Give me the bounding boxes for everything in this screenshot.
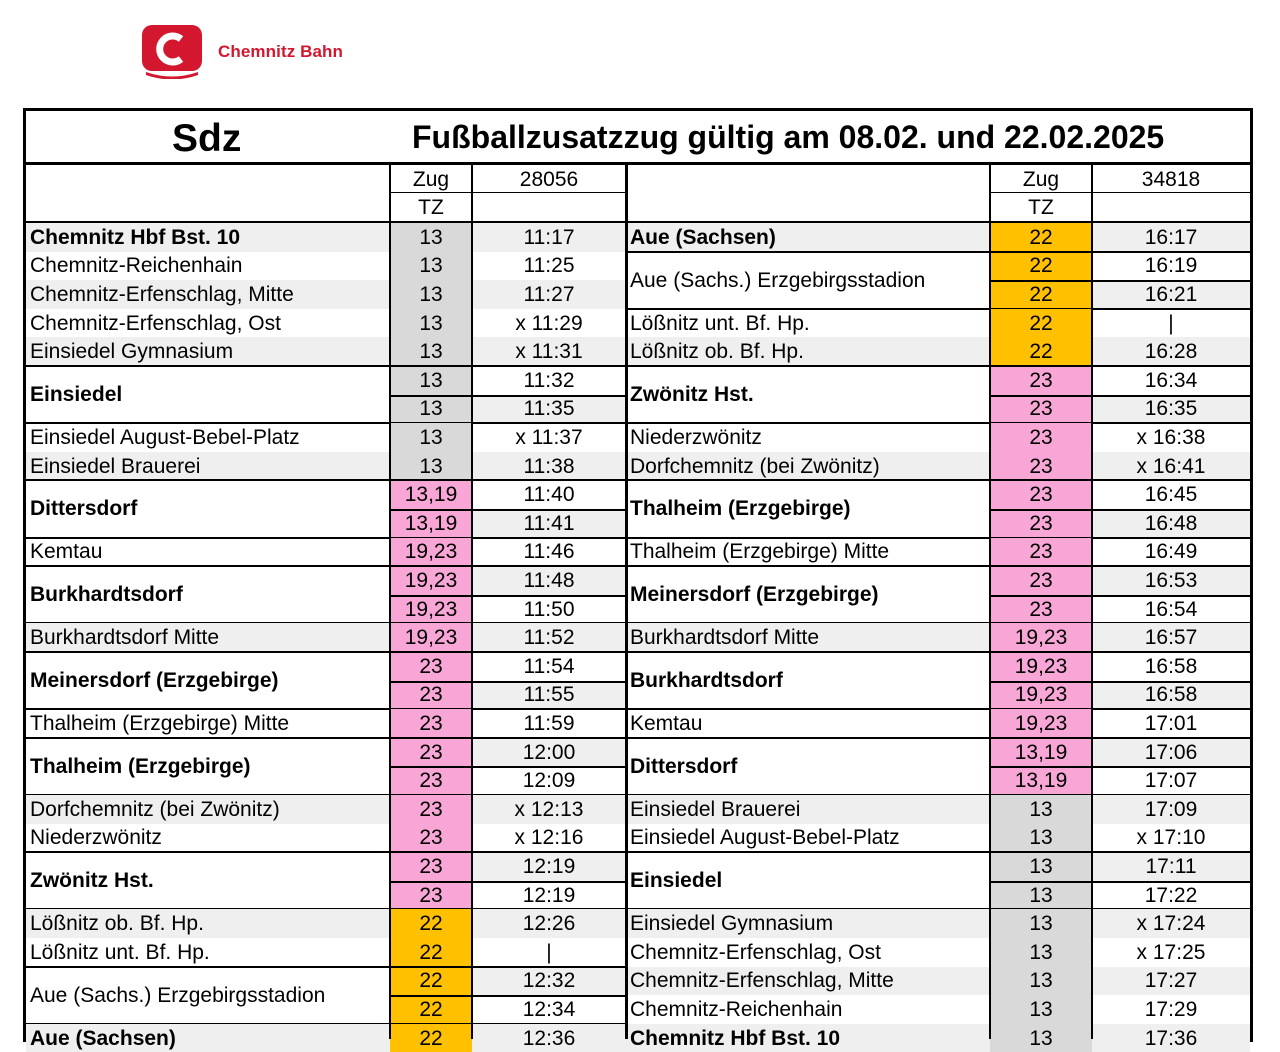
departure-time: 11:54 (523, 654, 575, 678)
tz-cell: 23 (390, 824, 472, 853)
arr-dep-divider (990, 595, 1250, 597)
departure-time: 11:27 (472, 280, 626, 309)
tz-cell: 22 (390, 995, 472, 1024)
departure-time: 11:50 (523, 597, 575, 621)
tz-cell: 19,23 (390, 595, 472, 624)
departure-time: 17:11 (1092, 852, 1250, 881)
departure-time: x 11:29 (515, 311, 583, 335)
station-name: Lößnitz unt. Bf. Hp. (630, 311, 810, 335)
tz-cell: 13 (390, 366, 472, 395)
tz-cell: 19,23 (390, 538, 472, 567)
column-divider (989, 165, 991, 1039)
station-name: Chemnitz-Erfenschlag, Ost (30, 311, 281, 335)
arr-dep-divider (390, 881, 626, 883)
station-name: Thalheim (Erzgebirge) Mitte (630, 540, 890, 564)
station-name: Dorfchemnitz (bei Zwönitz) (626, 452, 990, 481)
departure-time: 12:26 (472, 909, 626, 938)
departure-time: 16:54 (1144, 597, 1198, 621)
station-name: Einsiedel Brauerei (26, 452, 390, 481)
departure-time: 12:34 (522, 997, 576, 1021)
departure-time: 12:09 (522, 769, 576, 793)
departure-time: x 12:16 (514, 826, 584, 850)
departure-time: 16:58 (1092, 681, 1250, 710)
station-name: Aue (Sachs.) Erzgebirgsstadion (630, 268, 926, 292)
tz-cell: 23 (990, 509, 1092, 538)
station-name: Zwönitz Hst. (30, 869, 154, 893)
tz-cell: 13 (390, 280, 472, 309)
departure-time: 16:35 (1092, 395, 1250, 424)
arr-dep-divider (390, 766, 626, 768)
tz-cell: 23 (390, 852, 472, 881)
station-group-divider (626, 251, 1250, 253)
tz-cell: 13 (990, 938, 1092, 967)
station-name: Aue (Sachsen) (26, 1024, 390, 1052)
left-header-divider (390, 192, 626, 193)
tz-cell: 19,23 (990, 681, 1092, 710)
arr-dep-divider (990, 280, 1250, 282)
station-name: Einsiedel Gymnasium (626, 909, 990, 938)
departure-time: x 16:41 (1092, 452, 1250, 481)
station-group-divider (626, 651, 1250, 653)
arr-dep-divider (990, 509, 1250, 511)
tz-cell: 19,23 (990, 623, 1092, 652)
station-group-divider (626, 737, 1250, 739)
departure-time: 17:27 (1092, 967, 1250, 996)
departure-time: 11:41 (472, 509, 626, 538)
station-name: Chemnitz Hbf Bst. 10 (26, 223, 390, 252)
departure-time: 11:38 (472, 452, 626, 481)
departure-time: 17:07 (1144, 769, 1198, 793)
departure-time: 17:09 (1092, 795, 1250, 824)
departure-time: 16:19 (1144, 254, 1198, 278)
tz-cell: 13 (390, 252, 472, 281)
station-group-divider (626, 365, 1250, 367)
departure-time: 11:25 (523, 254, 575, 278)
station-group-divider (26, 565, 626, 567)
station-name: Dittersdorf (30, 497, 138, 521)
departure-time: | (1168, 311, 1174, 335)
tz-cell: 19,23 (990, 652, 1092, 681)
departure-time: 16:48 (1092, 509, 1250, 538)
station-name: Burkhardtsdorf (30, 583, 183, 607)
tz-cell: 13 (390, 337, 472, 366)
station-name: Einsiedel (30, 383, 123, 407)
station-name: Aue (Sachs.) Erzgebirgsstadion (30, 983, 326, 1007)
station-name: Meinersdorf (Erzgebirge) (30, 669, 279, 693)
tz-cell: 23 (990, 452, 1092, 481)
departure-time: 16:21 (1092, 280, 1250, 309)
station-name: Burkhardtsdorf Mitte (26, 623, 390, 652)
station-name: Lößnitz ob. Bf. Hp. (26, 909, 390, 938)
tz-cell: 23 (390, 681, 472, 710)
station-name: Zwönitz Hst. (630, 383, 754, 407)
tz-cell: 13 (990, 881, 1092, 910)
departure-time: 16:34 (1144, 368, 1198, 392)
timetable-title: Fußballzusatzzug gültig am 08.02. und 22.02.2025 (412, 119, 1165, 155)
arr-dep-divider (390, 509, 626, 511)
tz-cell: 22 (990, 337, 1092, 366)
station-name: Dorfchemnitz (bei Zwönitz) (26, 795, 390, 824)
tz-cell: 22 (390, 1024, 472, 1052)
departure-time: 16:53 (1092, 566, 1250, 595)
station-group-divider (626, 479, 1250, 481)
departure-time: 17:01 (1144, 711, 1198, 735)
station-name: Thalheim (Erzgebirge) Mitte (30, 711, 290, 735)
tz-cell: 13 (390, 423, 472, 452)
tz-cell: 13 (990, 852, 1092, 881)
tz-cell: 19,23 (390, 623, 472, 652)
departure-time: 16:45 (1144, 483, 1198, 507)
station-name: Chemnitz-Erfenschlag, Ost (630, 940, 881, 964)
station-name: Thalheim (Erzgebirge) (30, 754, 251, 778)
tz-cell: 13,19 (390, 480, 472, 509)
tz-cell: 23 (390, 709, 472, 738)
brand-logo (142, 25, 343, 79)
tz-cell: 23 (990, 395, 1092, 424)
station-group-divider (26, 365, 626, 367)
station-name: Meinersdorf (Erzgebirge) (630, 583, 879, 607)
tz-cell: 13 (990, 909, 1092, 938)
tz-cell: 22 (390, 909, 472, 938)
station-group-divider (626, 565, 1250, 567)
tz-cell: 13 (990, 795, 1092, 824)
tz-cell: 22 (990, 309, 1092, 338)
column-divider (471, 165, 473, 1039)
tz-cell: 23 (990, 480, 1092, 509)
left-zug-number: 28056 (519, 167, 579, 191)
departure-time: 12:36 (472, 1024, 626, 1052)
departure-time: 16:49 (1144, 540, 1198, 564)
column-divider (625, 165, 628, 1039)
station-name: Burkhardtsdorf Mitte (626, 623, 990, 652)
arr-dep-divider (390, 995, 626, 997)
tz-cell: 13,19 (390, 509, 472, 538)
left-zug-label: Zug (412, 167, 450, 191)
departure-time: x 11:37 (515, 425, 583, 449)
tz-cell: 13 (390, 452, 472, 481)
tz-cell: 23 (990, 538, 1092, 567)
right-zug-number: 34818 (1141, 167, 1201, 191)
departure-time: 11:59 (523, 711, 575, 735)
arr-dep-divider (990, 395, 1250, 397)
departure-time: 11:35 (472, 395, 626, 424)
tz-cell: 23 (390, 738, 472, 767)
tz-cell: 19,23 (390, 566, 472, 595)
train-type-code: Sdz (172, 117, 242, 160)
departure-time: 12:19 (522, 883, 576, 907)
station-name: Einsiedel August-Bebel-Platz (630, 826, 900, 850)
station-group-divider (26, 651, 626, 653)
departure-time: | (546, 940, 552, 964)
station-name: Aue (Sachsen) (626, 223, 990, 252)
station-name: Chemnitz Hbf Bst. 10 (626, 1024, 990, 1052)
station-group-divider (26, 966, 626, 968)
arr-dep-divider (390, 681, 626, 683)
tz-cell: 23 (990, 366, 1092, 395)
tz-cell: 13 (990, 995, 1092, 1024)
tz-cell: 13 (990, 967, 1092, 996)
departure-time: 11:48 (472, 566, 626, 595)
column-divider (389, 165, 391, 1039)
station-name: Dittersdorf (630, 754, 738, 778)
tz-cell: 13 (990, 1024, 1092, 1052)
departure-time: 17:29 (1144, 997, 1198, 1021)
tz-cell: 23 (990, 595, 1092, 624)
arr-dep-divider (990, 881, 1250, 883)
station-name: Thalheim (Erzgebirge) (630, 497, 851, 521)
tz-cell: 23 (990, 423, 1092, 452)
tz-cell: 19,23 (990, 709, 1092, 738)
tz-cell: 23 (390, 766, 472, 795)
timetable-grid (26, 111, 1250, 1050)
tz-cell: 13,19 (990, 766, 1092, 795)
departure-time: 11:32 (523, 368, 575, 392)
tz-cell: 13,19 (990, 738, 1092, 767)
station-name: Kemtau (30, 540, 103, 564)
departure-time: 16:17 (1092, 223, 1250, 252)
departure-time: 11:17 (472, 223, 626, 252)
chemnitz-bahn-logo-icon (142, 25, 202, 79)
station-name: Einsiedel August-Bebel-Platz (30, 425, 300, 449)
arr-dep-divider (990, 766, 1250, 768)
tz-cell: 22 (390, 967, 472, 996)
tz-cell: 13 (990, 824, 1092, 853)
station-group-divider (26, 737, 626, 739)
right-tz-label: TZ (1028, 195, 1054, 219)
station-name: Chemnitz-Reichenhain (630, 997, 843, 1021)
tz-cell: 13 (390, 395, 472, 424)
departure-time: 16:58 (1144, 654, 1198, 678)
departure-time: 17:22 (1144, 883, 1198, 907)
departure-time: 11:52 (472, 623, 626, 652)
brand-name: Chemnitz Bahn (218, 42, 344, 61)
departure-time: x 12:13 (472, 795, 626, 824)
departure-time: 17:36 (1092, 1024, 1250, 1052)
departure-time: x 17:24 (1092, 909, 1250, 938)
arr-dep-divider (390, 395, 626, 397)
arr-dep-divider (990, 681, 1250, 683)
departure-time: 12:00 (472, 738, 626, 767)
departure-time: 11:46 (523, 540, 575, 564)
tz-cell: 23 (990, 566, 1092, 595)
station-name: Einsiedel Gymnasium (26, 337, 390, 366)
station-name: Lößnitz ob. Bf. Hp. (626, 337, 990, 366)
tz-cell: 23 (390, 881, 472, 910)
station-name: Niederzwönitz (30, 826, 162, 850)
station-group-divider (26, 479, 626, 481)
tz-cell: 13 (390, 223, 472, 252)
arr-dep-divider (390, 595, 626, 597)
departure-time: 11:55 (472, 681, 626, 710)
station-group-divider (26, 851, 626, 853)
station-name: Burkhardtsdorf (630, 669, 783, 693)
station-name: Kemtau (630, 711, 703, 735)
tz-cell: 22 (990, 223, 1092, 252)
tz-cell: 23 (390, 795, 472, 824)
departure-time: 11:40 (523, 483, 575, 507)
departure-time: 12:19 (472, 852, 626, 881)
tz-cell: 13 (390, 309, 472, 338)
tz-cell: 22 (990, 252, 1092, 281)
departure-time: 12:32 (472, 967, 626, 996)
column-divider (1091, 165, 1093, 1039)
departure-time: 16:57 (1092, 623, 1250, 652)
station-name: Chemnitz-Erfenschlag, Mitte (26, 280, 390, 309)
right-zug-label: Zug (1022, 167, 1060, 191)
station-name: Chemnitz-Reichenhain (30, 254, 243, 278)
departure-time: x 17:10 (1136, 826, 1206, 850)
departure-time: x 16:38 (1136, 425, 1206, 449)
right-header-divider (990, 192, 1250, 193)
header-bottom-border (26, 221, 1250, 223)
station-name: Lößnitz unt. Bf. Hp. (30, 940, 210, 964)
station-group-divider (626, 851, 1250, 853)
timetable (23, 108, 1253, 1050)
departure-time: x 11:31 (472, 337, 626, 366)
departure-time: 16:28 (1092, 337, 1250, 366)
tz-cell: 22 (990, 280, 1092, 309)
left-tz-label: TZ (418, 195, 444, 219)
tz-cell: 23 (390, 652, 472, 681)
station-name: Niederzwönitz (630, 425, 762, 449)
departure-time: x 17:25 (1136, 940, 1206, 964)
departure-time: 17:06 (1092, 738, 1250, 767)
station-name: Einsiedel (630, 869, 723, 893)
station-name: Einsiedel Brauerei (626, 795, 990, 824)
tz-cell: 22 (390, 938, 472, 967)
station-name: Chemnitz-Erfenschlag, Mitte (626, 967, 990, 996)
